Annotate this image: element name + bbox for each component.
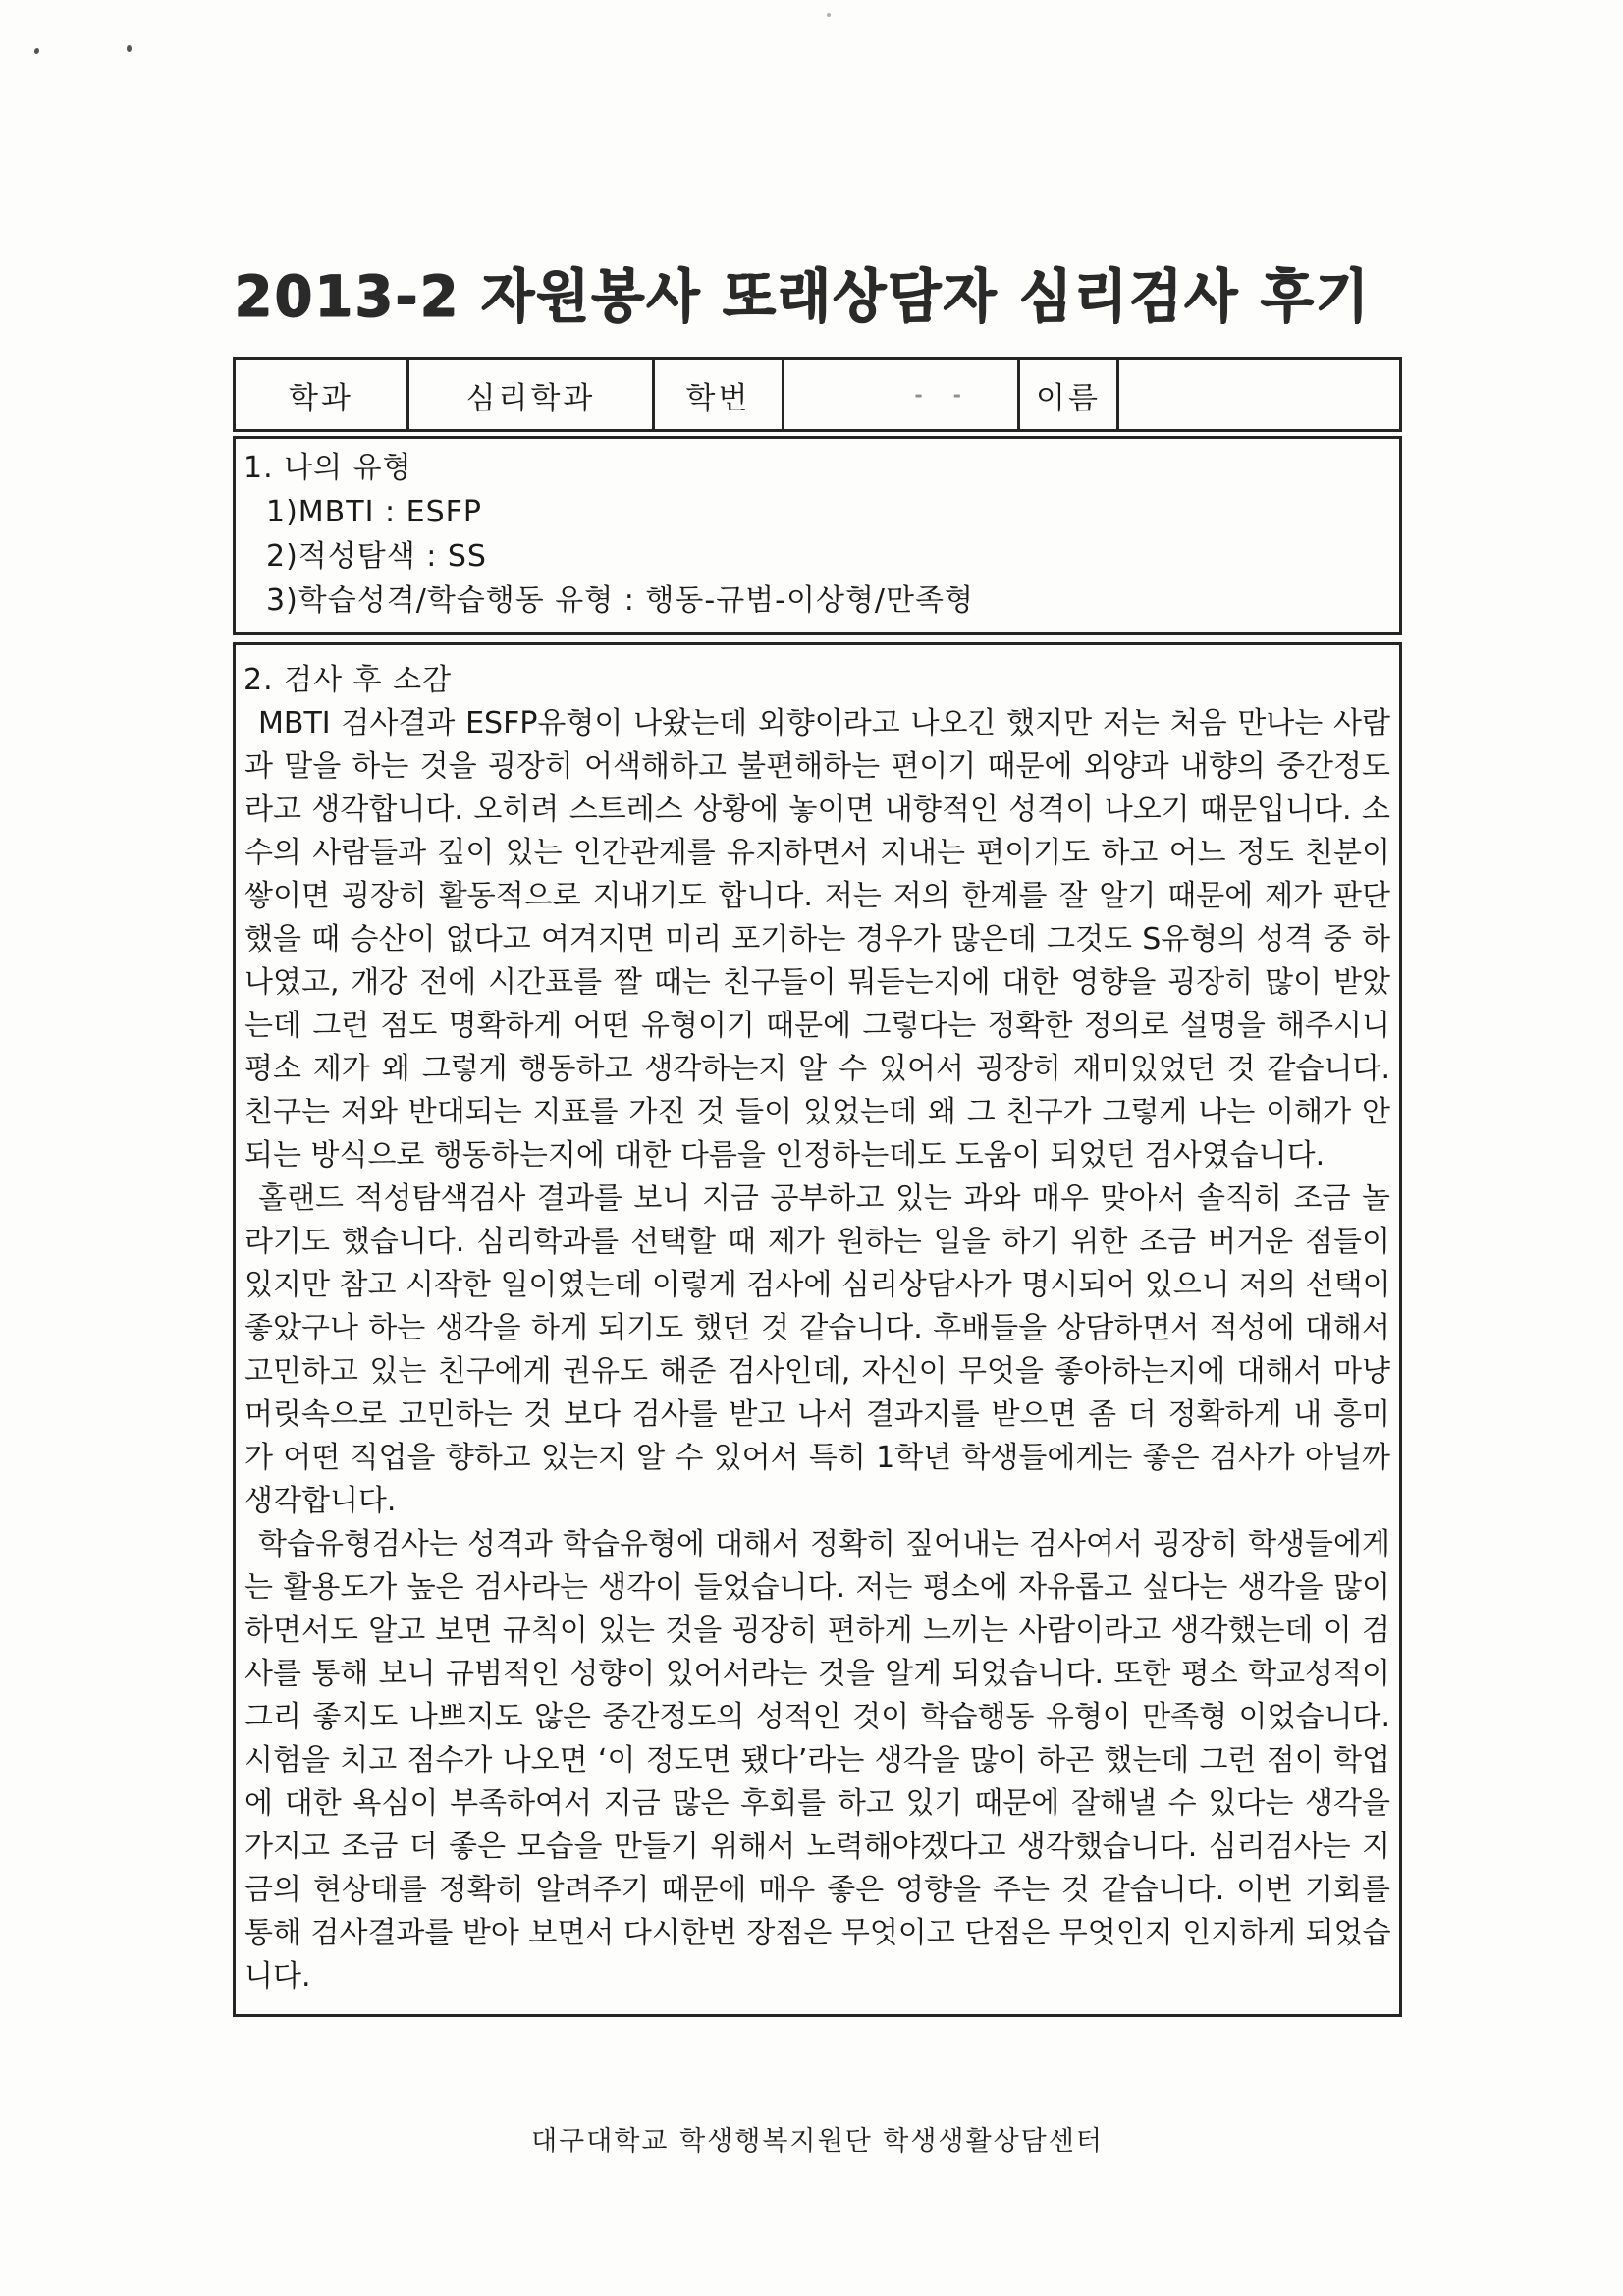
review-line: 홀랜드 적성탐색검사 결과를 보니 지금 공부하고 있는 과와 매우 맞아서 솔직히 조금 놀 <box>258 1181 1390 1216</box>
review-line: 평소 제가 왜 그렇게 행동하고 생각하는지 알 수 있어서 굉장히 재미있었던 것 같습니다. <box>244 1052 1390 1086</box>
review-line: 고민하고 있는 친구에게 권유도 해준 검사인데, 자신이 무엇을 좋아하는지에 대해서 마냥 <box>244 1354 1390 1389</box>
name-value <box>1119 360 1399 429</box>
review-line: 하면서도 알고 보면 규칙이 있는 것을 굉장히 편하게 느끼는 사람이라고 생각했는데 이 검 <box>244 1613 1390 1648</box>
review-line: 되는 방식으로 행동하는지에 대한 다름을 인정하는데도 도움이 되었던 검사였습니다. <box>244 1138 1325 1173</box>
review-line: 수의 사람들과 깊이 있는 인간관계를 유지하면서 지내는 편이기도 하고 어느 정도 친분이 <box>244 836 1390 870</box>
name-label: 이름 <box>1020 360 1119 429</box>
review-line: 라기도 했습니다. 심리학과를 선택할 때 제가 원하는 일을 하기 위한 조금 버거운 점들이 <box>244 1225 1390 1259</box>
student-info-table <box>233 357 1402 432</box>
scan-speck <box>33 47 40 54</box>
review-line: 나였고, 개강 전에 시간표를 짤 때는 친구들이 뭐듣는지에 대한 영향을 굉장히 많이 받았 <box>244 965 1390 1000</box>
review-line: 에 대한 욕심이 부족하여서 지금 많은 후회를 하고 있기 때문에 잘해낼 수 있다는 생각을 <box>244 1786 1390 1821</box>
review-line: 생각합니다. <box>244 1484 397 1518</box>
review-body <box>236 702 1399 1998</box>
review-line: 친구는 저와 반대되는 지표를 가진 것 들이 있었는데 왜 그 친구가 그렇게 나는 이해가 안 <box>244 1095 1390 1129</box>
review-line: 좋았구나 하는 생각을 하게 되기도 했던 것 같습니다. 후배들을 상담하면서 적성에 대해서 <box>244 1311 1390 1345</box>
student-id-value: - - <box>784 360 1020 429</box>
student-id-label: 학번 <box>655 360 784 429</box>
review-line: 가지고 조금 더 좋은 모습을 만들기 위해서 노력해야겠다고 생각했습니다. 심리검사는 지 <box>244 1830 1390 1864</box>
review-line: 가 어떤 직업을 향하고 있는지 알 수 있어서 특히 1학년 학생들에게는 좋은 검사가 아닐까 <box>244 1441 1390 1475</box>
review-line: 금의 현상태를 정확히 알려주기 때문에 매우 좋은 영향을 주는 것 같습니다. 이번 기회를 <box>244 1873 1390 1907</box>
review-line: 쌓이면 굉장히 활동적으로 지내기도 합니다. 저는 저의 한계를 잘 알기 때문에 제가 판단 <box>244 879 1390 913</box>
footer-organization: 대구대학교 학생행복지원단 학생생활상담센터 <box>531 2126 1104 2157</box>
scan-speck <box>127 45 132 52</box>
review-line: 과 말을 하는 것을 굉장히 어색해하고 불편해하는 편이기 때문에 외양과 내향의 중간정도 <box>244 749 1390 784</box>
my-type-heading: 1. 나의 유형 <box>243 451 412 485</box>
review-line: 학습유형검사는 성격과 학습유형에 대해서 정확히 짚어내는 검사여서 굉장히 학생들에게 <box>258 1527 1390 1561</box>
scan-speck <box>827 13 831 17</box>
my-type-section <box>233 436 1402 635</box>
review-line: 라고 생각합니다. 오히려 스트레스 상황에 놓이면 내향적인 성격이 나오기 때문입니다. 소 <box>244 793 1390 827</box>
review-line: 통해 검사결과를 받아 보면서 다시한번 장점은 무엇이고 단점은 무엇인지 인지하게 되었습 <box>244 1916 1391 1950</box>
review-line: 니다. <box>244 1959 311 1994</box>
department-label: 학과 <box>236 360 409 429</box>
review-line: 는데 그런 점도 명확하게 어떤 유형이기 때문에 그렇다는 정확한 정의로 설명을 해주시니 <box>244 1009 1390 1043</box>
department-value: 심리학과 <box>409 360 655 429</box>
review-line: 있지만 참고 시작한 일이였는데 이렇게 검사에 심리상담사가 명시되어 있으니 저의 선택이 <box>244 1268 1391 1302</box>
review-line: 시험을 치고 점수가 나오면 ‘이 정도면 됐다’라는 생각을 많이 하곤 했는데 그런 점이 학업 <box>244 1743 1390 1777</box>
review-line: 했을 때 승산이 없다고 여겨지면 미리 포기하는 경우가 많은데 그것도 S유형의 성격 중 하 <box>244 922 1390 957</box>
review-line: 머릿속으로 고민하는 것 보다 검사를 받고 나서 결과지를 받으면 좀 더 정확하게 내 흥미 <box>244 1397 1390 1432</box>
review-line: MBTI 검사결과 ESFP유형이 나왔는데 외향이라고 나오긴 했지만 저는 처음 만나는 사람 <box>258 706 1390 740</box>
review-line: 는 활용도가 높은 검사라는 생각이 들었습니다. 저는 평소에 자유롭고 싶다는 생각을 많이 <box>244 1570 1390 1605</box>
document-title: 2013-2 자원봉사 또래상담자 심리검사 후기 <box>234 263 1371 331</box>
review-line: 그리 좋지도 나쁘지도 않은 중간정도의 성적인 것이 학습행동 유형이 만족형 이었습니다. <box>244 1700 1390 1734</box>
review-line: 사를 통해 보니 규범적인 성향이 있어서라는 것을 알게 되었습니다. 또한 평소 학교성적이 <box>244 1657 1390 1691</box>
learning-type-result-item: 3)학습성격/학습행동 유형 : 행동-규범-이상형/만족형 <box>266 583 974 618</box>
review-heading: 2. 검사 후 소감 <box>243 663 453 697</box>
mbti-result-item: 1)MBTI : ESFP <box>266 495 482 529</box>
aptitude-result-item: 2)적성탐색 : SS <box>266 539 487 574</box>
review-section <box>233 642 1402 2017</box>
